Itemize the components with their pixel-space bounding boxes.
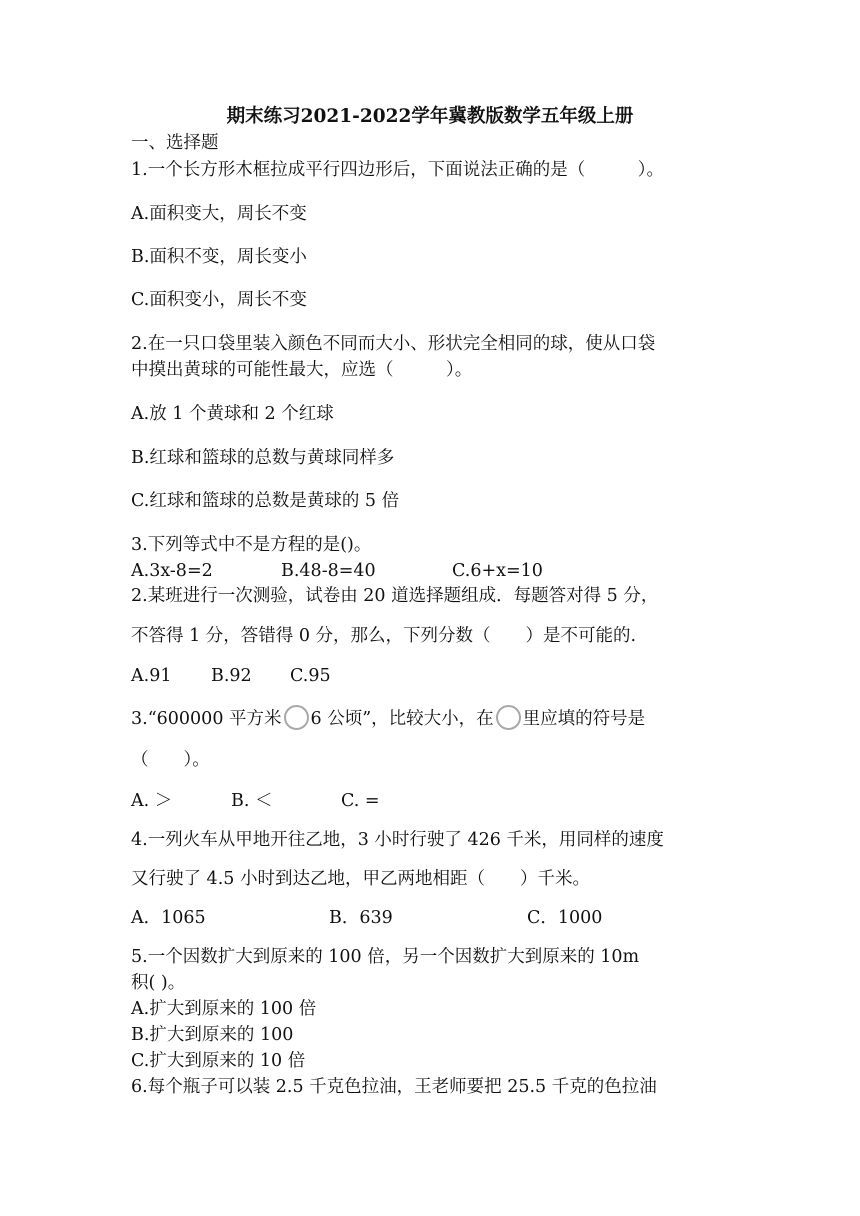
- question-5-option-c: C. =: [341, 791, 380, 811]
- question-4-stem-line-1: 2.某班进行一次测验，试卷由 20 道选择题组成．每题答对得 5 分，: [131, 586, 659, 606]
- blank-circle-icon: [284, 705, 309, 730]
- question-4-stem-line-2: 不答得 1 分，答错得 0 分，那么，下列分数（ ）是不可能的.: [131, 626, 637, 646]
- question-2-option-b: B.红球和篮球的总数与黄球同样多: [131, 448, 395, 468]
- question-5-option-b: B. ＜: [231, 791, 273, 811]
- question-6-option-b: B．639: [329, 908, 393, 928]
- question-5-part-3: 里应填的符号是: [522, 709, 646, 729]
- question-2-option-a: A.放 1 个黄球和 2 个红球: [131, 404, 334, 424]
- question-1-option-b: B.面积不变，周长变小: [131, 247, 307, 267]
- question-7-option-b: B.扩大到原来的 100: [131, 1025, 294, 1045]
- question-7-stem-line-2: 积( )。: [131, 973, 186, 993]
- question-6-stem-line-1: 4.一列火车从甲地开往乙地，3 小时行驶了 426 千米，用同样的速度: [131, 830, 664, 850]
- question-4-option-a: A.91: [131, 666, 172, 686]
- question-3-stem: 3.下列等式中不是方程的是()。: [131, 535, 372, 555]
- question-7-stem-line-1: 5.一个因数扩大到原来的 100 倍，另一个因数扩大到原来的 10m: [131, 947, 640, 967]
- question-8-stem: 6.每个瓶子可以装 2.5 千克色拉油，王老师要把 25.5 千克的色拉油: [131, 1077, 657, 1097]
- question-3-option-b: B.48-8=40: [281, 561, 376, 581]
- question-2-stem-line-2: 中摸出黄球的可能性最大，应选（ ）。: [131, 360, 473, 380]
- question-5-part-1: 3.“600000 平方米: [131, 709, 282, 729]
- question-4-option-b: B.92: [211, 666, 252, 686]
- question-5-option-a: A. ＞: [131, 791, 173, 811]
- question-1-option-a: A.面积变大，周长不变: [131, 204, 307, 224]
- question-6-stem-line-2: 又行驶了 4.5 小时到达乙地，甲乙两地相距（ ）千米。: [131, 869, 590, 889]
- page-title: 期末练习2021-2022学年冀教版数学五年级上册: [226, 106, 634, 127]
- question-5-stem-line-1: [131, 707, 645, 731]
- blank-circle-icon: [496, 705, 521, 730]
- question-6-option-a: A．1065: [131, 908, 206, 928]
- question-3-option-c: C.6+x=10: [452, 561, 543, 581]
- question-6-option-c: C．1000: [527, 908, 603, 928]
- question-1-option-c: C.面积变小，周长不变: [131, 290, 307, 310]
- question-4-option-c: C.95: [290, 666, 331, 686]
- question-5-part-2: 6 公顷”，比较大小，在: [310, 709, 494, 729]
- question-5-stem-line-2: （ ）。: [131, 750, 210, 770]
- question-3-option-a: A.3x-8=2: [131, 561, 213, 581]
- question-2-stem-line-1: 2.在一只口袋里装入颜色不同而大小、形状完全相同的球，使从口袋: [131, 334, 656, 354]
- section-heading: 一、选择题: [131, 133, 219, 153]
- question-7-option-c: C.扩大到原来的 10 倍: [131, 1051, 306, 1071]
- question-2-option-c: C.红球和篮球的总数是黄球的 5 倍: [131, 491, 400, 511]
- question-1-stem: 1.一个长方形木框拉成平行四边形后，下面说法正确的是（ ）。: [131, 160, 664, 180]
- question-7-option-a: A.扩大到原来的 100 倍: [131, 999, 317, 1019]
